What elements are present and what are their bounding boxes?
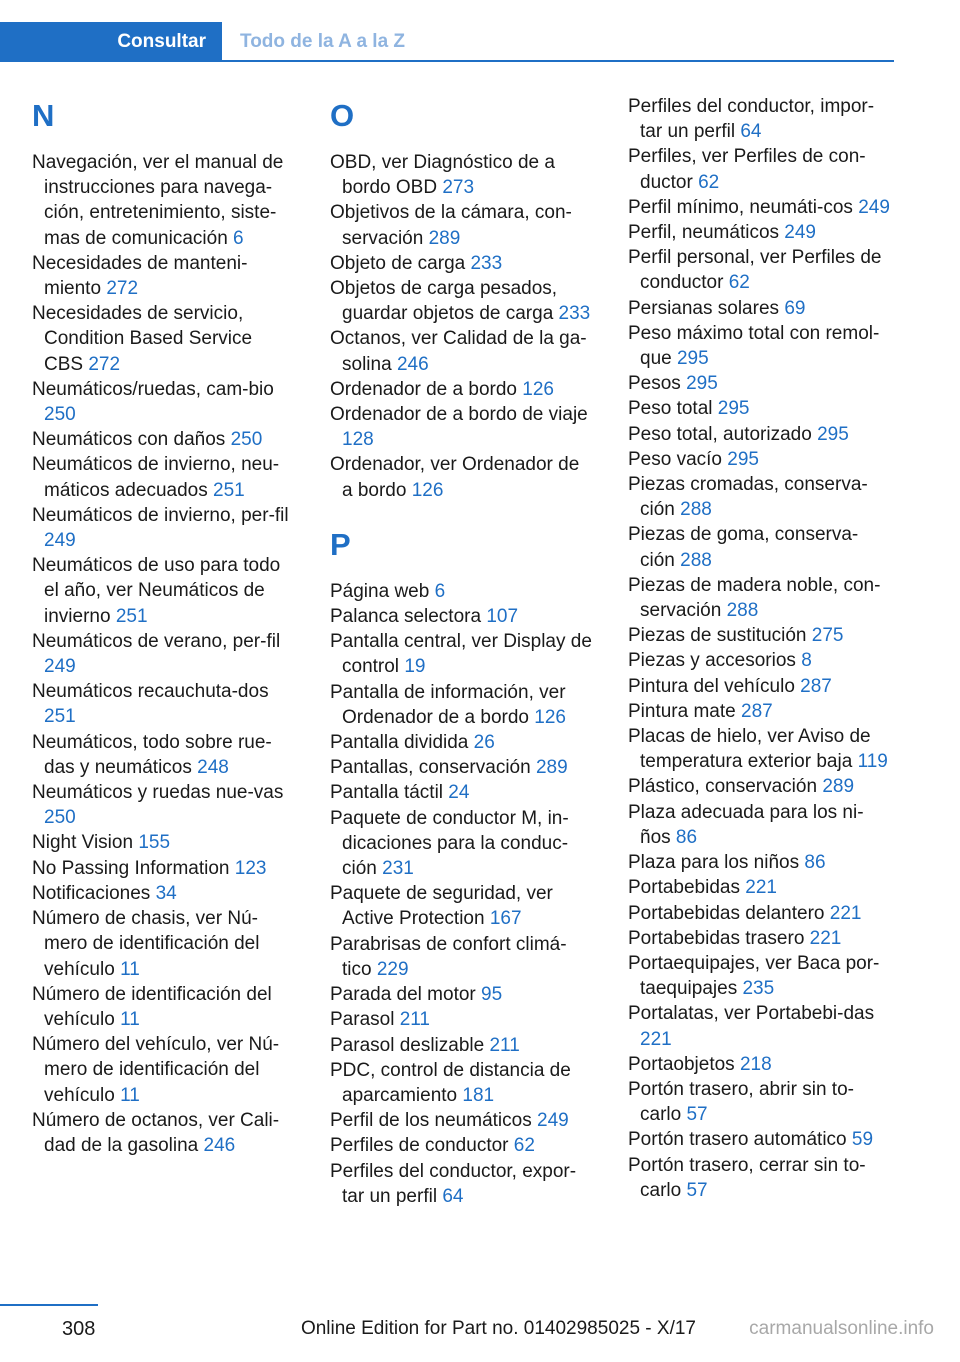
index-entry xyxy=(628,573,892,623)
index-entry xyxy=(628,901,892,926)
page-link[interactable]: 57 xyxy=(686,1104,708,1126)
entry-text: Perfil, neumáticos xyxy=(628,222,780,244)
section-letter: N xyxy=(32,98,55,133)
index-entry xyxy=(628,522,892,572)
page-link[interactable]: 275 xyxy=(811,625,844,647)
entry-text: Neumáticos de verano, per‐fil xyxy=(32,630,281,652)
page-link[interactable]: 24 xyxy=(448,782,470,804)
index-entry xyxy=(32,377,296,427)
page-link[interactable]: 126 xyxy=(534,706,566,728)
page-link[interactable]: 6 xyxy=(233,227,244,249)
entry-text: Ordenador de a bordo de viaje xyxy=(330,404,588,426)
page-link[interactable]: 251 xyxy=(213,479,245,501)
tab-consultar[interactable]: Consultar xyxy=(0,22,222,62)
index-entry xyxy=(330,881,594,931)
page-link[interactable]: 289 xyxy=(822,776,855,798)
page-link[interactable]: 249 xyxy=(44,530,76,552)
page-link[interactable]: 218 xyxy=(739,1053,772,1075)
page-header xyxy=(0,0,960,64)
page-link[interactable]: 246 xyxy=(396,353,429,375)
entry-text: Perfil de los neumáticos xyxy=(330,1110,532,1132)
page-link[interactable]: 221 xyxy=(640,1028,672,1050)
index-entry xyxy=(32,679,296,729)
entry-text: Piezas de madera noble, con‐servación xyxy=(628,574,881,622)
index-entry xyxy=(330,1159,594,1209)
page-link[interactable]: 107 xyxy=(486,606,519,628)
index-entry xyxy=(32,780,296,830)
index-entry xyxy=(628,674,892,699)
page-link[interactable]: 249 xyxy=(858,196,890,218)
index-entry xyxy=(628,800,892,850)
index-entry xyxy=(330,755,594,780)
index-entry xyxy=(32,1108,296,1158)
index-entry xyxy=(628,648,892,673)
index-entry xyxy=(330,579,594,604)
page-link[interactable]: 295 xyxy=(817,423,849,445)
entry-text: Neumáticos recauchuta‐dos xyxy=(32,681,269,703)
page-link[interactable]: 272 xyxy=(106,278,139,300)
page-link[interactable]: 289 xyxy=(428,227,461,249)
page-link[interactable]: 57 xyxy=(686,1179,708,1201)
page-link[interactable]: 249 xyxy=(784,222,816,244)
entry-text: Neumáticos, todo sobre rue‐das y neumáticos xyxy=(32,731,272,778)
edition-note: Online Edition for Part no. 01402985025 - X/17 xyxy=(300,1318,696,1339)
entry-text: Ordenador de a bordo xyxy=(330,378,517,400)
page-link[interactable]: 86 xyxy=(804,852,826,874)
index-entry xyxy=(628,422,892,447)
entry-text: OBD, ver Diagnóstico de a bordo OBD xyxy=(330,152,555,199)
entry-text: Notificaciones xyxy=(32,882,151,904)
index-entry xyxy=(628,195,892,220)
entry-text: Portón trasero, cerrar sin to‐carlo xyxy=(628,1154,866,1201)
page-link[interactable]: 181 xyxy=(462,1084,495,1106)
index-entry xyxy=(330,680,594,730)
section-letter: P xyxy=(330,526,351,562)
entry-text: Número de octanos, ver Cali‐dad de la gasolina xyxy=(32,1109,280,1156)
entry-text: Peso vacío xyxy=(628,448,722,470)
index-entry xyxy=(628,94,892,144)
page-link[interactable]: 69 xyxy=(784,297,806,319)
entry-text: Piezas de goma, conserva‐ción xyxy=(628,524,859,571)
page-link[interactable]: 288 xyxy=(680,549,712,571)
index-entry xyxy=(628,951,892,1001)
entry-text: Neumáticos de uso para todo el año, ver Neumáticos de invierno xyxy=(32,555,281,627)
entry-text: Persianas solares xyxy=(628,297,780,319)
index-entry xyxy=(330,276,594,326)
index-entry xyxy=(330,1108,594,1133)
entry-text: Portalatas, ver Portabebi‐das xyxy=(628,1003,875,1025)
index-entry xyxy=(32,1032,296,1108)
entry-text: Neumáticos con daños xyxy=(32,429,226,451)
entry-text: Neumáticos de invierno, per‐fil xyxy=(32,504,289,526)
index-entry xyxy=(330,1058,594,1108)
index-entry xyxy=(32,427,296,452)
entry-text: Peso máximo total con remol‐que xyxy=(628,322,880,370)
entry-text: Octanos, ver Calidad de la ga‐solina xyxy=(330,328,587,375)
page-link[interactable]: 233 xyxy=(470,252,503,274)
entry-text: Parasol deslizable xyxy=(330,1034,485,1056)
entry-text: Perfiles del conductor, expor‐tar un perfil xyxy=(330,1160,577,1207)
page-link[interactable]: 119 xyxy=(857,751,888,773)
entry-text: Portabebidas xyxy=(628,877,740,899)
page-link[interactable]: 155 xyxy=(138,832,171,854)
page-link[interactable]: 287 xyxy=(800,675,832,697)
index-entry xyxy=(32,553,296,629)
index-entry xyxy=(32,730,296,780)
index-entry xyxy=(330,780,594,805)
entry-text: Parada del motor xyxy=(330,984,476,1006)
page-link[interactable]: 126 xyxy=(522,378,554,400)
entry-text: Peso total xyxy=(628,398,713,420)
page-link[interactable]: 11 xyxy=(120,958,140,980)
index-entry xyxy=(330,982,594,1007)
index-entry xyxy=(330,604,594,629)
entry-text: Portaequipajes, ver Baca por‐taequipajes xyxy=(628,952,880,1000)
page-link[interactable]: 34 xyxy=(155,882,177,904)
entry-text: Pantalla central, ver Display de control xyxy=(330,631,592,678)
index-entry xyxy=(628,1127,892,1152)
page-link[interactable]: 59 xyxy=(851,1129,874,1151)
page-link[interactable]: 248 xyxy=(197,756,229,778)
entry-text: Piezas cromadas, conserva‐ción xyxy=(628,474,868,521)
index-column-3 xyxy=(628,94,892,1203)
index-entry xyxy=(330,402,594,452)
page-link[interactable]: 8 xyxy=(801,650,812,672)
page-link[interactable]: 211 xyxy=(399,1009,430,1031)
entry-text: Peso total, autorizado xyxy=(628,423,812,445)
entry-text: Objeto de carga xyxy=(330,252,466,274)
index-entry xyxy=(32,856,296,881)
entry-text: No Passing Information xyxy=(32,857,230,879)
page-link[interactable]: 288 xyxy=(726,600,759,622)
footer-rule xyxy=(0,1304,98,1306)
entry-text: Portón trasero, abrir sin to‐carlo xyxy=(628,1078,854,1126)
page-link[interactable]: 19 xyxy=(404,656,426,678)
entry-text: Pantalla de información, ver Ordenador de a bordo xyxy=(330,681,566,728)
entry-text: Placas de hielo, ver Aviso de temperatura exterior baja xyxy=(628,726,871,773)
index-entry xyxy=(32,301,296,377)
page-link[interactable]: 288 xyxy=(680,499,712,521)
entry-text: Navegación, ver el manual de instrucciones para navega‐ción, entretenimiento, siste‐mas de comunicación xyxy=(32,152,284,249)
page-link[interactable]: 62 xyxy=(698,171,720,193)
page-link[interactable]: 128 xyxy=(342,429,374,451)
page-link[interactable]: 251 xyxy=(44,706,76,728)
page-link[interactable]: 295 xyxy=(727,448,759,470)
index-column-1 xyxy=(32,94,296,1158)
index-entry xyxy=(330,1133,594,1158)
index-entry xyxy=(330,150,594,200)
page-link[interactable]: 250 xyxy=(230,429,263,451)
index-entry xyxy=(330,1007,594,1032)
index-entry xyxy=(32,881,296,906)
index-entry xyxy=(330,377,594,402)
index-entry xyxy=(628,1077,892,1127)
page-link[interactable]: 231 xyxy=(382,858,414,880)
index-entry xyxy=(32,830,296,855)
entry-text: Perfiles del conductor, impor‐tar un perfil xyxy=(628,96,875,143)
entry-text: Pantallas, conservación xyxy=(330,757,531,779)
index-entry xyxy=(628,926,892,951)
entry-text: Parabrisas de confort climá‐tico xyxy=(330,933,567,980)
page-link[interactable]: 250 xyxy=(44,404,76,426)
entry-text: Número de identificación del vehículo xyxy=(32,983,272,1030)
index-entry xyxy=(330,932,594,982)
page-link[interactable]: 123 xyxy=(234,857,267,879)
page-link[interactable]: 229 xyxy=(376,958,409,980)
page-link[interactable]: 62 xyxy=(513,1135,535,1157)
index-entry xyxy=(32,982,296,1032)
index-entry xyxy=(32,251,296,301)
entry-text: Piezas de sustitución xyxy=(628,625,807,647)
page-link[interactable]: 86 xyxy=(675,826,698,848)
index-entry xyxy=(628,875,892,900)
page-link[interactable]: 287 xyxy=(741,700,773,722)
index-entry xyxy=(330,629,594,679)
page-link[interactable]: 249 xyxy=(537,1110,569,1132)
index-entry xyxy=(628,850,892,875)
entry-text: Neumáticos y ruedas nue‐vas xyxy=(32,782,284,804)
entry-text: Portaobjetos xyxy=(628,1053,735,1075)
page-link[interactable]: 295 xyxy=(686,373,718,395)
index-entry xyxy=(628,396,892,421)
entry-text: Portabebidas trasero xyxy=(628,927,805,949)
index-entry xyxy=(628,447,892,472)
entry-text: Parasol xyxy=(330,1009,395,1031)
page-link[interactable]: 126 xyxy=(411,479,444,501)
entry-text: Portón trasero automático xyxy=(628,1129,847,1151)
entry-text: Plaza adecuada para los ni‐ños xyxy=(628,801,864,848)
index-entry xyxy=(330,730,594,755)
entry-text: Paquete de seguridad, ver Active Protection xyxy=(330,883,553,930)
index-entry xyxy=(628,699,892,724)
index-entry xyxy=(628,144,892,194)
entry-text: Piezas y accesorios xyxy=(628,650,796,672)
index-entry xyxy=(628,1052,892,1077)
index-entry xyxy=(628,1001,892,1051)
entry-text: Número de chasis, ver Nú‐mero de identificación del vehículo xyxy=(32,908,260,980)
tab-todo-a-z[interactable]: Todo de la A a la Z xyxy=(240,31,406,52)
page-link[interactable]: 233 xyxy=(558,303,591,325)
page-link[interactable]: 6 xyxy=(434,580,446,602)
entry-text: Perfil mínimo, neumáti‐cos xyxy=(628,196,853,218)
index-column-2 xyxy=(330,94,594,1209)
entry-text: Ordenador, ver Ordenador de a bordo xyxy=(330,454,580,501)
entry-text: Neumáticos/ruedas, cam‐bio xyxy=(32,378,274,400)
page-link[interactable]: 295 xyxy=(717,398,750,420)
entry-text: Perfiles, ver Perfiles de con‐ductor xyxy=(628,146,866,193)
page-link[interactable]: 64 xyxy=(442,1185,464,1207)
page-link[interactable]: 11 xyxy=(120,1084,140,1106)
index-entry xyxy=(628,296,892,321)
entry-text: Objetos de carga pesados, guardar objetos de carga xyxy=(330,278,558,325)
page-link[interactable]: 295 xyxy=(676,348,709,370)
page-link[interactable]: 211 xyxy=(489,1034,520,1056)
index-entry xyxy=(628,623,892,648)
page-link[interactable]: 273 xyxy=(442,177,475,199)
entry-text: Paquete de conductor M, in‐dicaciones para la conduc‐ción xyxy=(330,807,569,880)
page-link[interactable]: 221 xyxy=(809,927,842,949)
page-link[interactable]: 26 xyxy=(473,732,495,754)
entry-text: Pantalla táctil xyxy=(330,782,444,804)
entry-text: Necesidades de servicio, Condition Based Service CBS xyxy=(32,303,253,375)
page-link[interactable]: 272 xyxy=(88,353,121,375)
page-link[interactable]: 221 xyxy=(829,902,862,924)
index-entry xyxy=(330,326,594,376)
entry-text: Plaza para los niños xyxy=(628,852,800,874)
page-link[interactable]: 11 xyxy=(120,1008,140,1030)
page-link[interactable]: 95 xyxy=(481,984,503,1006)
index-entry xyxy=(628,321,892,371)
index-entry xyxy=(628,774,892,799)
index-entry xyxy=(628,220,892,245)
index-entry xyxy=(32,629,296,679)
index-entry xyxy=(330,200,594,250)
page-link[interactable]: 221 xyxy=(745,877,777,899)
index-entry xyxy=(32,452,296,502)
page-link[interactable]: 249 xyxy=(44,656,76,678)
entry-text: Perfiles de conductor xyxy=(330,1135,509,1157)
index-entry xyxy=(32,150,296,251)
page-link[interactable]: 289 xyxy=(535,757,568,779)
index-entry xyxy=(628,371,892,396)
page-link[interactable]: 64 xyxy=(740,121,762,143)
entry-text: Objetivos de la cámara, con‐servación xyxy=(330,202,572,249)
index-entry xyxy=(32,503,296,553)
entry-text: Plástico, conservación xyxy=(628,776,818,798)
page-number: 308 xyxy=(62,1318,96,1340)
page-link[interactable]: 250 xyxy=(44,807,76,829)
page-link[interactable]: 235 xyxy=(742,978,775,1000)
entry-text: Pesos xyxy=(628,373,681,395)
entry-text: Pintura mate xyxy=(628,700,736,722)
page-link[interactable]: 167 xyxy=(489,908,522,930)
index-entry xyxy=(32,906,296,982)
page-link[interactable]: 62 xyxy=(728,272,750,294)
entry-text: PDC, control de distancia de aparcamiento xyxy=(330,1059,571,1106)
entry-text: Necesidades de manteni‐miento xyxy=(32,252,248,300)
entry-text: Neumáticos de invierno, neu‐máticos adecuados xyxy=(32,454,280,501)
index-entry xyxy=(330,1033,594,1058)
index-entry xyxy=(628,1153,892,1203)
entry-text: Night Vision xyxy=(32,832,134,854)
page-link[interactable]: 246 xyxy=(203,1134,236,1156)
index-entry xyxy=(628,472,892,522)
index-entry xyxy=(628,724,892,774)
entry-text: Perfil personal, ver Perfiles de conductor xyxy=(628,247,882,294)
index-entry xyxy=(330,452,594,502)
entry-text: Palanca selectora xyxy=(330,606,482,628)
page-link[interactable]: 251 xyxy=(115,605,148,627)
entry-text: Pantalla dividida xyxy=(330,732,469,754)
entry-text: Página web xyxy=(330,580,430,602)
section-letter: O xyxy=(330,98,355,133)
index-entry xyxy=(628,245,892,295)
watermark: carmanualsonline.info xyxy=(749,1318,934,1339)
header-rule xyxy=(222,60,894,62)
index-entry xyxy=(330,806,594,882)
entry-text: Portabebidas delantero xyxy=(628,902,825,924)
entry-text: Pintura del vehículo xyxy=(628,675,795,697)
index-entry xyxy=(330,251,594,276)
entry-text: Número del vehículo, ver Nú‐mero de identificación del vehículo xyxy=(32,1034,280,1106)
